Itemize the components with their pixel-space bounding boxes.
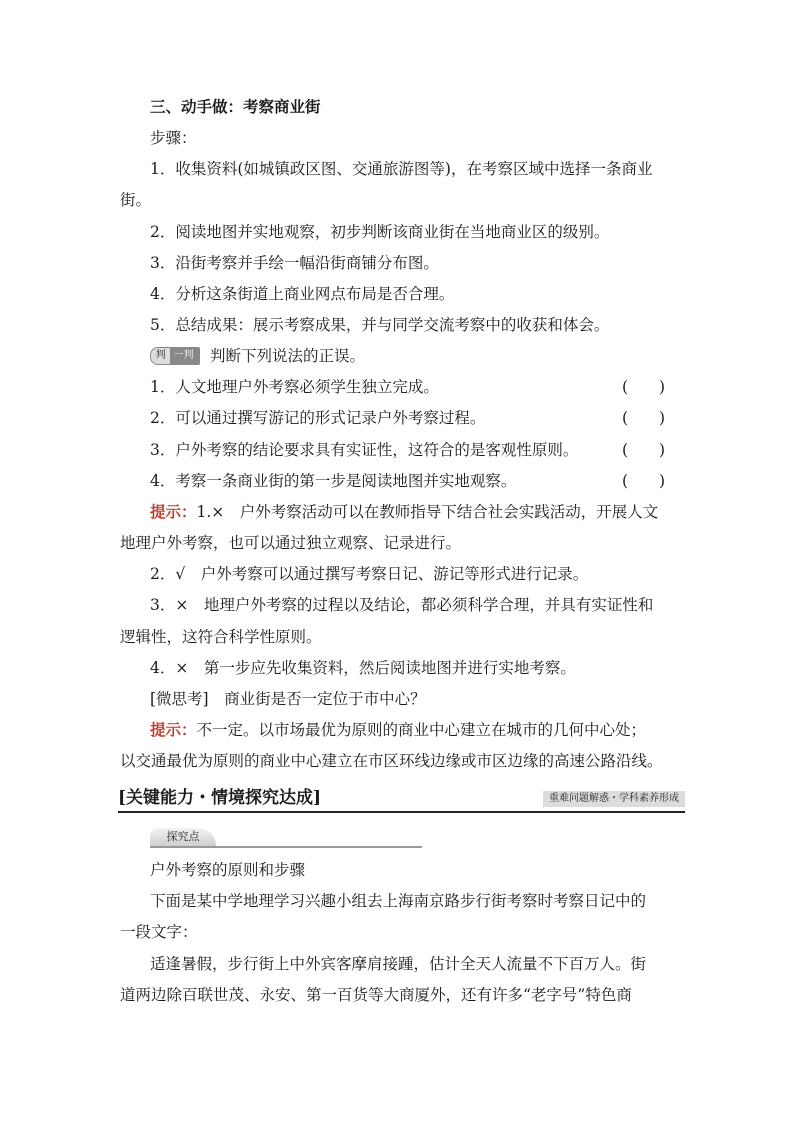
section-title: [关键能力・情境探究达成] — [118, 788, 322, 808]
judge-heading — [150, 346, 675, 366]
judge-badge-icon: 判 一判 — [150, 347, 200, 365]
step-1-line-1: 1．收集资料(如城镇政区图、交通旅游图等)，在考察区域中选择一条商业 — [150, 160, 653, 178]
section-tag: 重难问题解惑・学科素养形成 — [543, 791, 685, 807]
step-3: 3．沿街考察并手绘一幅沿街商铺分布图。 — [150, 254, 439, 272]
answer-1-line-2: 地理户外考察，也可以通过独立观察、记录进行。 — [120, 534, 462, 552]
hint-label: 提示： — [150, 502, 197, 521]
answer-paren-2: ( ) — [622, 409, 666, 427]
judge-question-4: 4．考察一条商业街的第一步是阅读地图并实地观察。 — [150, 472, 517, 490]
answer-1-line-1: 提示：1.× 户外考察活动可以在教师指导下结合社会实践活动，开展人文 — [150, 502, 659, 521]
answer-2: 2．√ 户外考察可以通过撰写考察日记、游记等形式进行记录。 — [150, 565, 589, 583]
probe-para-2-line-2: 道两边除百联世茂、永安、第一百货等大商厦外，还有许多“老字号”特色商 — [120, 986, 632, 1004]
answer-3-line-1: 3．× 地理户外考察的过程以及结论，都必须科学合理，并具有实证性和 — [150, 596, 654, 614]
steps-label: 步骤： — [150, 129, 197, 147]
probe-para-2-line-1: 适逢暑假，步行街上中外宾客摩肩接踵，估计全天人流量不下百万人。街 — [150, 955, 647, 973]
think-answer-line-1: 提示：不一定。以市场最优为原则的商业中心建立在城市的几何中心处； — [150, 720, 647, 739]
answer-paren-4: ( ) — [622, 472, 666, 490]
step-5: 5．总结成果：展示考察成果，并与同学交流考察中的收获和体会。 — [150, 316, 610, 334]
step-4: 4．分析这条街道上商业网点布局是否合理。 — [150, 285, 455, 303]
think-hint-label: 提示： — [150, 720, 197, 739]
answer-4: 4．× 第一步应先收集资料，然后阅读地图并进行实地考察。 — [150, 659, 576, 677]
think-answer-line-2: 以交通最优为原则的商业中心建立在市区环线边缘或市区边缘的高速公路沿线。 — [120, 752, 663, 770]
answer-3-line-2: 逻辑性，这符合科学性原则。 — [120, 628, 322, 646]
probe-heading: 户外考察的原则和步骤 — [150, 861, 306, 879]
judge-question-3: 3．户外考察的结论要求具有实证性，这符合的是客观性原则。 — [150, 441, 579, 459]
judge-title: 判断下列说法的正误。 — [210, 347, 366, 365]
probe-para-1-line-2: 一段文字： — [120, 923, 198, 941]
think-question: [微思考] 商业街是否一定位于市中心？ — [150, 690, 426, 708]
answer-paren-3: ( ) — [622, 441, 666, 459]
judge-question-2: 2．可以通过撰写游记的形式记录户外考察过程。 — [150, 409, 486, 427]
probe-para-1-line-1: 下面是某中学地理学习兴趣小组去上海南京路步行街考察时考察日记中的 — [150, 892, 647, 910]
probe-tab: 探究点 — [150, 828, 216, 846]
probe-header — [150, 828, 422, 848]
judge-question-1: 1．人文地理户外考察必须学生独立完成。 — [150, 378, 439, 396]
step-2: 2．阅读地图并实地观察，初步判断该商业街在当地商业区的级别。 — [150, 223, 610, 241]
section3-title: 三、动手做：考察商业街 — [150, 97, 321, 116]
section-header — [118, 787, 685, 813]
step-1-line-2: 街。 — [120, 191, 152, 209]
answer-paren-1: ( ) — [622, 378, 666, 396]
